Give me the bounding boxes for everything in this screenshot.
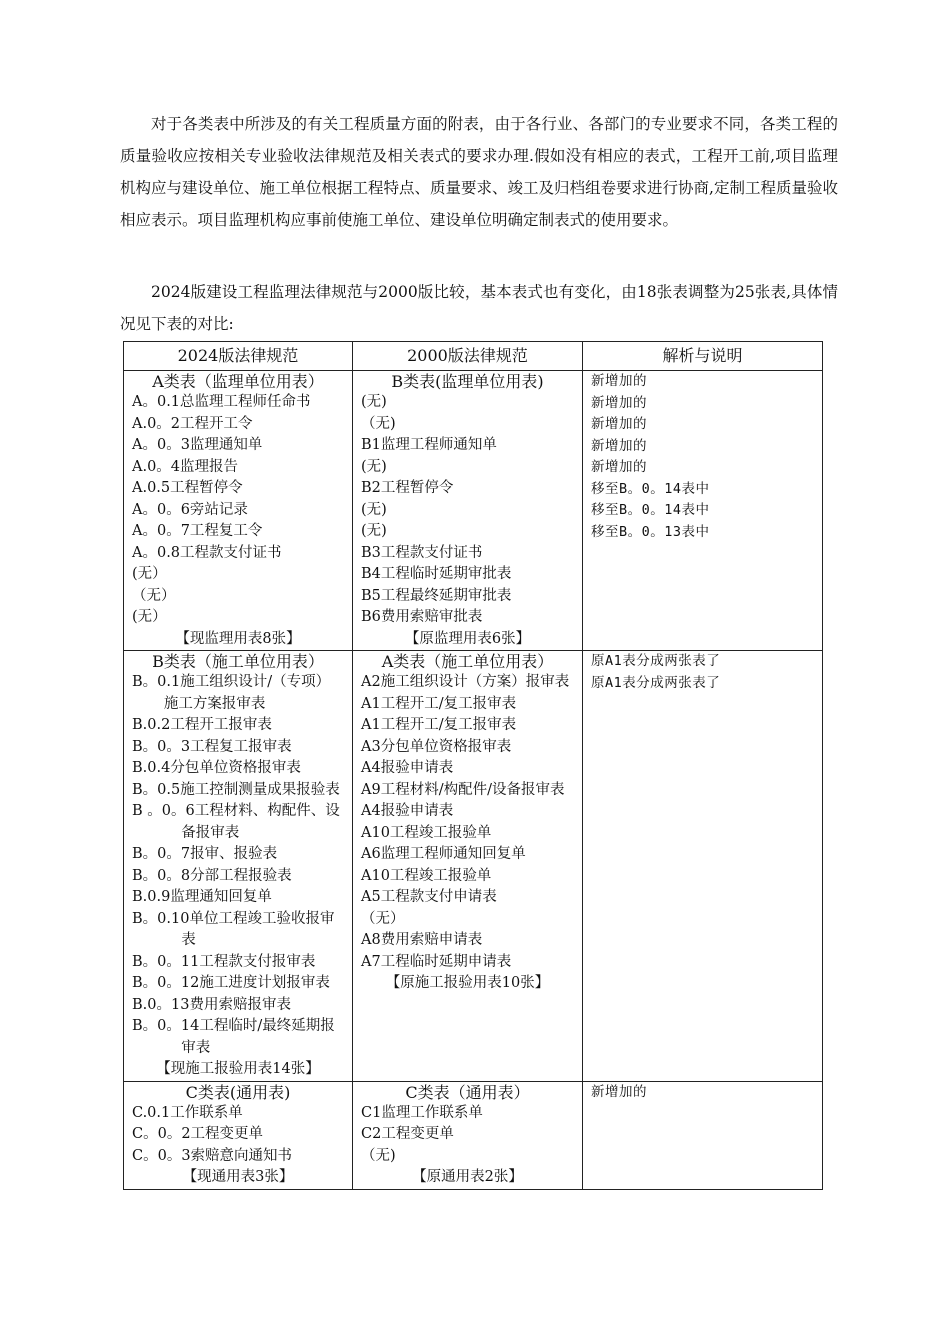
section-title-2000: B类表(监理单位用表) — [391, 372, 544, 391]
list-item: B。0.10单位工程竣工验收报审表 — [132, 910, 335, 948]
list-item: B.0.9监理通知回复单 — [132, 889, 272, 905]
cell-2000 — [353, 371, 583, 651]
list-item: A4报验申请表 — [361, 803, 454, 819]
section-title-2000: C类表（通用表） — [405, 1082, 530, 1102]
note-item: 新增加的 — [591, 437, 647, 454]
list-item: A10工程竣工报验单 — [361, 867, 492, 884]
list-item: （无) — [361, 415, 396, 432]
note-item: 移至B。0。14表中 — [591, 480, 710, 497]
summary-2024: 【现施工报验用表14张】 — [156, 1061, 320, 1077]
summary-2024: 【现通用表3张】 — [182, 1169, 294, 1185]
list-item: B.0.4分包单位资格报审表 — [132, 760, 301, 776]
list-item: B.0。13费用索赔报审表 — [132, 996, 291, 1013]
cell-2000 — [353, 651, 583, 1082]
list-item: B。0。12施工进度计划报审表 — [132, 975, 330, 991]
comparison-intro-paragraph: 2024版建设工程监理法律规范与2000版比较，基本表式也有变化，由18张表调整为25张表,具体情况见下表的对比: — [120, 283, 838, 333]
list-item: A9工程材料/构配件/设备报审表 — [361, 781, 565, 798]
table-header-row — [124, 342, 823, 371]
list-item: (无） — [132, 609, 167, 625]
list-item: (无) — [361, 501, 387, 518]
list-item: (无) — [361, 523, 387, 539]
note-item: 新增加的 — [591, 373, 647, 389]
list-item: B。0。14工程临时/最终延期报审表 — [132, 1018, 335, 1056]
note-item: 新增加的 — [591, 394, 647, 411]
list-item: C2工程变更单 — [361, 1126, 454, 1142]
header-2000: 2000版法律规范 — [353, 342, 583, 371]
section-title-2024: B类表（施工单位用表） — [152, 652, 324, 671]
note-item: 新增加的 — [591, 1083, 647, 1100]
summary-2000: 【原通用表2张】 — [412, 1169, 523, 1185]
list-item: B2工程暂停令 — [361, 480, 454, 496]
section-title-2024: A类表（监理单位用表） — [152, 372, 324, 391]
header-notes: 解析与说明 — [583, 342, 823, 371]
list-item: A。0。6旁站记录 — [132, 501, 248, 518]
note-item: 原A1表分成两张表了 — [591, 674, 721, 691]
list-item: A.0。4监理报告 — [132, 458, 239, 475]
table-section-row — [124, 651, 823, 1082]
list-item: (无） — [132, 566, 167, 582]
cell-notes — [583, 1081, 823, 1189]
list-item: B。0。7报审、报验表 — [132, 846, 278, 862]
list-item: B6费用索赔审批表 — [361, 609, 483, 625]
cell-2024 — [124, 371, 353, 651]
intro-paragraph: 对于各类表中所涉及的有关工程质量方面的附表，由于各行业、各部门的专业要求不同，各类工程的质量验收应按相关专业验收法律规范及相关表式的要求办理.假如没有相应的表式，工程开工前,项目监理机构应与建设单位、施工单位根据工程特点、质量要求、竣工及归档组卷要求进行协商,定制工程质量验收相应表示。项目监理机构应事前使施工单位、建设单位明确定制表式的使用要求。 — [120, 115, 838, 229]
list-item: A。0。7工程复工令 — [132, 523, 263, 539]
list-item: B.0.2工程开工报审表 — [132, 717, 272, 733]
summary-2000: 【原监理用表6张】 — [404, 630, 531, 647]
list-item: B。0。3工程复工报审表 — [132, 738, 292, 755]
list-item: B。0。8分部工程报验表 — [132, 867, 292, 884]
list-item: C。0。2工程变更单 — [132, 1126, 264, 1142]
list-item: A.0。2工程开工令 — [132, 415, 253, 432]
list-item: B。0.1施工组织设计/（专项）施工方案报审表 — [132, 674, 331, 712]
note-item: 移至B。0。13表中 — [591, 523, 710, 540]
section-title-2000: A类表（施工单位用表） — [381, 652, 554, 671]
list-item: C1监理工作联系单 — [361, 1104, 483, 1121]
list-item: (无) — [361, 458, 387, 475]
list-item: （无） — [132, 587, 176, 604]
cell-2024 — [124, 651, 353, 1082]
note-item: 移至B。0。14表中 — [591, 502, 710, 518]
list-item: A3分包单位资格报审表 — [361, 738, 512, 755]
list-item: A。0。3监理通知单 — [132, 437, 263, 453]
list-item: （无） — [361, 910, 405, 927]
list-item: A8费用索赔申请表 — [361, 932, 483, 948]
list-item: A1工程开工/复工报审表 — [361, 717, 517, 733]
cell-notes — [583, 371, 823, 651]
list-item: A。0.1总监理工程师任命书 — [132, 394, 311, 410]
header-2024: 2024版法律规范 — [124, 342, 353, 371]
list-item: A1工程开工/复工报审表 — [361, 695, 517, 712]
list-item: B。0。11工程款支付报审表 — [132, 953, 316, 970]
cell-2024 — [124, 1081, 353, 1189]
note-item: 原A1表分成两张表了 — [591, 653, 721, 669]
list-item: B3工程款支付证书 — [361, 544, 483, 561]
list-item: A2施工组织设计（方案）报审表 — [361, 674, 570, 690]
comparison-table — [123, 341, 823, 1190]
list-item: (无) — [361, 394, 387, 410]
list-item: B4工程临时延期审批表 — [361, 566, 512, 582]
cell-notes — [583, 651, 823, 1082]
list-item: A7工程临时延期申请表 — [361, 953, 512, 970]
section-title-2024: C类表(通用表) — [185, 1082, 291, 1102]
note-item: 新增加的 — [591, 416, 647, 432]
table-section-row — [124, 371, 823, 651]
list-item: A。0.8工程款支付证书 — [132, 544, 282, 561]
list-item: C。0。3索赔意向通知书 — [132, 1147, 293, 1164]
list-item: A.0.5工程暂停令 — [132, 480, 243, 496]
table-section-row — [124, 1081, 823, 1189]
list-item: B5工程最终延期审批表 — [361, 587, 512, 604]
list-item: A4报验申请表 — [361, 760, 454, 776]
cell-2000 — [353, 1081, 583, 1189]
list-item: B 。0。6工程材料、构配件、设备报审表 — [132, 803, 340, 841]
summary-2000: 【原施工报验用表10张】 — [385, 975, 550, 991]
note-item: 新增加的 — [591, 459, 647, 475]
list-item: B。0.5施工控制测量成果报验表 — [132, 781, 340, 798]
list-item: （无) — [361, 1147, 396, 1164]
list-item: A5工程款支付申请表 — [361, 889, 497, 905]
list-item: A10工程竣工报验单 — [361, 824, 492, 841]
list-item: A6监理工程师通知回复单 — [361, 846, 526, 862]
summary-2024: 【现监理用表8张】 — [175, 630, 301, 647]
list-item: B1监理工程师通知单 — [361, 437, 497, 453]
list-item: C.0.1工作联系单 — [132, 1104, 243, 1121]
